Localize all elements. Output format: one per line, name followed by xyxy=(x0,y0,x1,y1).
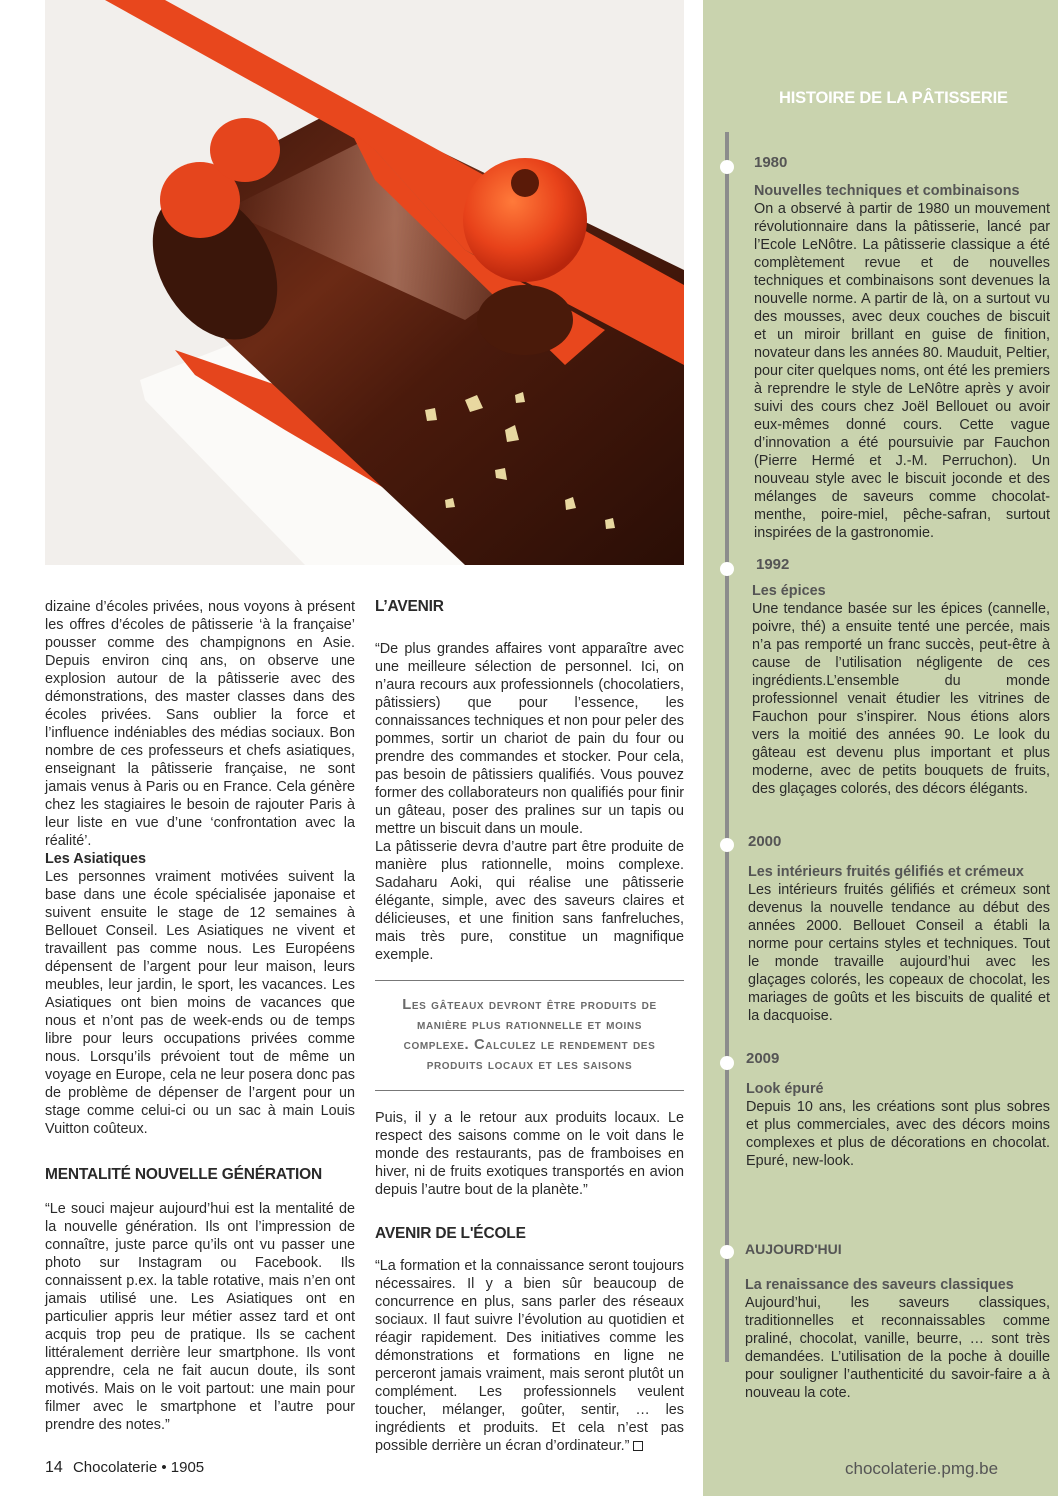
dessert-illustration xyxy=(45,0,684,565)
mentalite-paragraph: “Le souci majeur aujourd’hui est la mentalité de la nouvelle génération. Ils ont l’impression de connaître, juste parce qu’ils ont vu passer une photo sur Instagram ou Facebook. Ils connaissent p.ex. la table rotative, mais n’en ont jamais utilisé une. Les Asiatiques ont en particulier appris leur métier assez tard et ont acquis trop peu de pratique. Ils se cachent littéralement derrière leur smartphone. Ils vont apprendre, cela ne fait aucun doute, ils sont motivés. Mais on le voit partout: une main pour filmer avec le smartphone et l’autre pour prendre des notes.” xyxy=(45,1201,355,1433)
entry-year: AUJOURD'HUI xyxy=(745,1241,842,1257)
timeline-entry-1980 xyxy=(754,154,1050,542)
ecole-paragraph xyxy=(375,1257,684,1455)
locaux-paragraph: Puis, il y a le retour aux produits locaux. Le respect des saisons comme on le voit dans le monde des restaurants, pas de framboises en hiver, ni de fruits exotiques transportés en avion depuis l’autre bout de la planète.” xyxy=(375,1110,684,1198)
avenir-paragraph-2: La pâtisserie devra d’autre part être produite de manière plus rationnelle, moins complexe. Sadaharu Aoki, qui réalise une pâtisserie élégante, simple, avec des saveurs claires et délicieuses, et une finition sans fanfreluches, mais très pure, constitue un magnifique exemple. xyxy=(375,839,684,963)
timeline-entry-aujourdhui xyxy=(745,1240,1050,1402)
entry-text: Aujourd’hui, les saveurs classiques, traditionnelles et reconnaissables comme praliné, chocolat, vanille, beurre, … sont très demandées. L’utilisation de la poche à douille pour souligner l’authenticité du savoir-faire a à nouveau la cote. xyxy=(745,1295,1050,1401)
website-link[interactable]: chocolaterie.pmg.be xyxy=(845,1459,999,1478)
heading-avenir: L’AVENIR xyxy=(375,598,444,615)
asiatiques-paragraph: Les personnes vraiment motivées suivent la base dans une école spécialisée japonaise et suivent ensuite le stage de 12 semaines à Bellouet Conseil. Les Asiatiques ne vivent et travaillent pas comme nous. Les Européens dépensent de l’argent pour leur maison, leurs meubles, leur jardin, le sport, les vacances. Les Asiatiques ont bien moins de vacances que nous et n’ont pas de week-ends ou de temps libre pour leurs occupations privées comme nous. Lorsqu’ils prévoient tout de même un voyage en Europe, cela ne leur posera donc pas de problème de dépenser de l’argent pour un stage comme celui-ci ou un sac à main Louis Vuitton coûteux. xyxy=(45,869,355,1137)
entry-text: Depuis 10 ans, les créations sont plus sobres et plus commerciales, avec des décors moins complexes et plus de décorations en chocolat. Epuré, new-look. xyxy=(746,1099,1050,1169)
avenir-paragraph: “De plus grandes affaires vont apparaître avec une meilleure sélection de personnel. Ici, on n’aura recours aux professionnels (chocolatiers, pâtissiers) que pour l’essence, les connaissances techniques et non pour peler des pommes, sortir un chariot de pain du four ou prendre des commandes et stocker. Pour cela, pas besoin de pâtissiers qualifiés. Vous pouvez former des collaborateurs non qualifiés pour finir un gâteau, poser des pralines sur un tapis ou mettre un biscuit dans un moule. xyxy=(375,641,684,837)
timeline-dot xyxy=(720,838,734,852)
end-of-article-icon xyxy=(633,1441,643,1451)
timeline-dot xyxy=(720,562,734,576)
ecole-text: “La formation et la connaissance seront toujours nécessaires. Il y a bien sûr beaucoup de concurrence en plus, sans parler des réseaux sociaux. Il faut suivre l’évolution au quotidien et réagir rapidement. Des initiatives comme les démonstrations et formations en ligne ne perceront jamais vraiment, mais seront plutôt un complément. Les professionnels veulent toucher, mélanger, goûter, sentir, … les ingrédients et produits. Et cela n’est pas possible derrière un écran d’ordinateur.” xyxy=(375,1258,684,1454)
entry-year: 1980 xyxy=(754,154,788,171)
pull-quote: Les gâteaux devront être produits de manière plus rationnelle et moins complexe. Calculez le rendement des produits locaux et les saisons xyxy=(375,980,684,1091)
dessert-photo xyxy=(45,0,684,565)
entry-title: La renaissance des saveurs classiques xyxy=(745,1277,1014,1293)
timeline-dot xyxy=(720,1245,734,1259)
sidebar-title: HISTOIRE DE LA PÂTISSERIE xyxy=(779,89,1008,107)
timeline-entry-2000 xyxy=(748,833,1050,1025)
entry-text: Une tendance basée sur les épices (cannelle, poivre, thé) a ensuite tenté une percée, mais n’a pas remporté un franc succès, peut-être à cause de l’utilisation négligente de ces ingrédients.L’ensemble du monde professionnel venait étudier les vitrines de Fauchon pour s’inspirer. Nous étions alors vers la moitié des années 90. Le look du gâteau est devenu plus important et plus moderne, avec de petits bouquets de fruits, des glaçages colorés, des décors élégants. xyxy=(752,601,1050,797)
heading-ecole: AVENIR DE L'ÉCOLE xyxy=(375,1225,526,1242)
heading-mentalite: MENTALITÉ NOUVELLE GÉNÉRATION xyxy=(45,1166,322,1183)
article-column-middle xyxy=(375,598,684,1455)
magazine-issue: Chocolaterie • 1905 xyxy=(72,1459,205,1476)
entry-title: Nouvelles techniques et combinaisons xyxy=(754,183,1020,199)
entry-title: Les épices xyxy=(752,583,826,599)
entry-year: 2000 xyxy=(748,833,782,850)
timeline-entry-1992 xyxy=(752,556,1050,798)
intro-paragraph: dizaine d’écoles privées, nous voyons à présent les offres d’écoles de pâtisserie ‘à la française’ pousser comme des champignons en Asie. Depuis environ cinq ans, on observe une explosion autour de la pâtisserie avec des démonstrations, des master classes dans des écoles privées. Sans oublier la force et l’influence indéniables des médias sociaux. Bon nombre de ces professeurs et chefs asiatiques, enseignant la pâtisserie française, ne sont jamais venus à Paris ou en France. Cela génère chez les stagiaires le besoin de rajouter Paris à leur liste en vue d’une ‘confrontation avec la réalité’. xyxy=(45,599,355,849)
subheading-asiatiques: Les Asiatiques xyxy=(45,851,147,867)
entry-title: Les intérieurs fruités gélifiés et crémeux xyxy=(748,864,1024,880)
history-sidebar xyxy=(703,0,1058,1496)
article-column-left xyxy=(45,598,355,1434)
timeline-dot xyxy=(720,1056,734,1070)
entry-year: 1992 xyxy=(756,556,790,573)
entry-text: Les intérieurs fruités gélifiés et crémeux sont devenus la nouvelle tendance au début des années 2000. Bellouet Conseil a établi la norme pour certains styles et techniques. Tout le monde travaille aujourd’hui avec les glaçages colorés, les copeaux de chocolat, les mariages de goûts et les biscuits de qualité et la dacquoise. xyxy=(748,882,1050,1024)
timeline-line xyxy=(725,132,729,1362)
timeline-entry-2009 xyxy=(746,1050,1050,1170)
timeline-dot xyxy=(720,160,734,174)
page-footer xyxy=(45,1459,204,1477)
entry-year: 2009 xyxy=(746,1050,780,1067)
entry-text: On a observé à partir de 1980 un mouvement révolutionnaire dans la pâtisserie, lancé par l’Ecole LeNôtre. La pâtisserie classique a été complètement revue et de nouvelles techniques et combinaisons sont devenues la nouvelle norme. A partir de là, on a surtout vu des mousses, avec deux couches de biscuit et un miroir brillant en guise de finition, novateur dans les années 80. Mauduit, Peltier, pour citer quelques noms, ont été les premiers à reprendre le style de LeNôtre après y avoir suivi des cours chez Joël Bellouet ou avoir eux-mêmes donné cours. Cette vague d’innovation a été poursuivie par Fauchon (Pierre Hermé et J.-M. Perruchon). Un nouveau style avec le biscuit joconde et des mélanges de saveurs comme chocolat-menthe, poire-miel, pêche-safran, surtout inspirées de la gastronomie. xyxy=(754,201,1050,541)
page-number: 14 xyxy=(45,1459,63,1476)
entry-title: Look épuré xyxy=(746,1081,824,1097)
